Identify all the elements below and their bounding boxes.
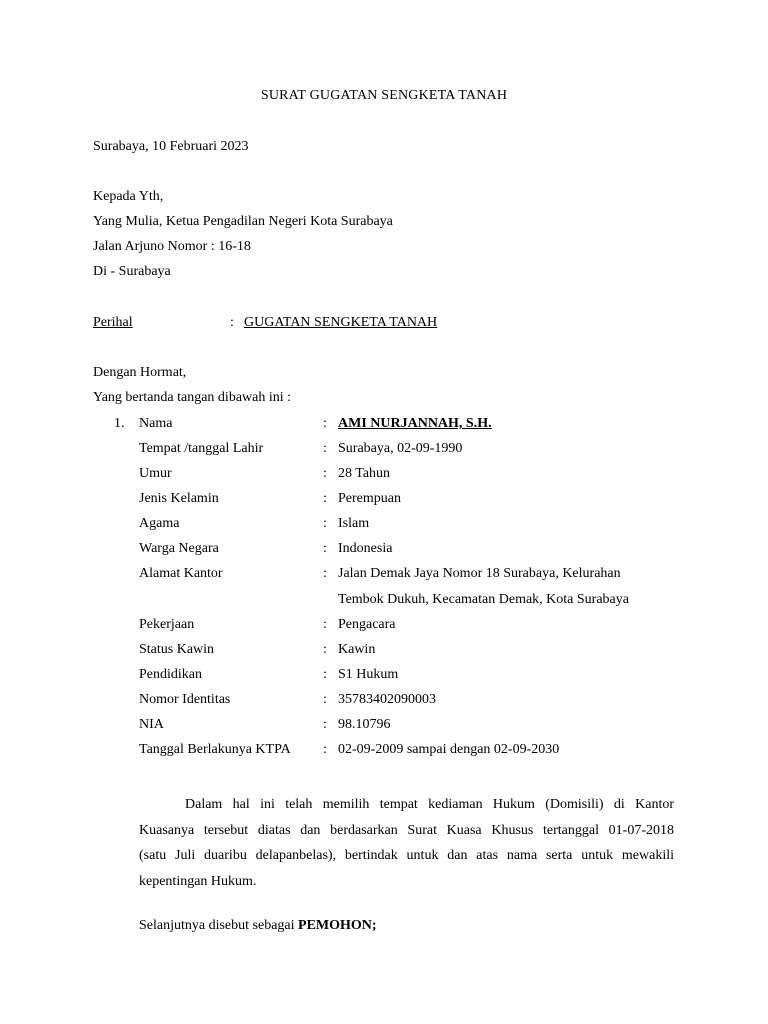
- closing-text: Selanjutnya disebut sebagai: [139, 918, 299, 933]
- field-value: Islam: [338, 516, 370, 531]
- field-colon: :: [323, 441, 327, 456]
- party-number: 1.: [114, 416, 125, 431]
- field-label: Tanggal Berlakunya KTPA: [139, 742, 291, 757]
- field-colon: :: [323, 416, 327, 431]
- field-label: Umur: [139, 466, 172, 481]
- field-label: Nomor Identitas: [139, 692, 231, 707]
- field-label: Nama: [139, 416, 173, 431]
- field-value: Jalan Demak Jaya Nomor 18 Surabaya, Kelurahan: [338, 566, 621, 581]
- field-colon: :: [323, 617, 327, 632]
- intro-text: Yang bertanda tangan dibawah ini :: [93, 390, 292, 405]
- closing-line: [139, 919, 377, 933]
- recipient-line-1: Kepada Yth,: [93, 189, 164, 204]
- field-value-name: AMI NURJANNAH, S.H.: [338, 416, 492, 431]
- field-value-continued: Tembok Dukuh, Kecamatan Demak, Kota Surabaya: [338, 592, 629, 607]
- field-colon: :: [323, 541, 327, 556]
- field-value: 02-09-2009 sampai dengan 02-09-2030: [338, 742, 560, 757]
- field-colon: :: [323, 466, 327, 481]
- field-label: Pendidikan: [139, 667, 202, 682]
- field-label: Alamat Kantor: [139, 566, 223, 581]
- recipient-line-2: Yang Mulia, Ketua Pengadilan Negeri Kota Surabaya: [93, 214, 393, 229]
- field-label: Jenis Kelamin: [139, 491, 219, 506]
- field-value: Surabaya, 02-09-1990: [338, 441, 463, 456]
- field-value: Kawin: [338, 642, 376, 657]
- field-colon: :: [323, 642, 327, 657]
- field-label: Status Kawin: [139, 642, 215, 657]
- field-value: 28 Tahun: [338, 466, 391, 481]
- paragraph-line: kepentingan Hukum.: [139, 873, 257, 889]
- field-colon: :: [323, 516, 327, 531]
- field-value: Pengacara: [338, 617, 396, 632]
- document-title: SURAT GUGATAN SENGKETA TANAH: [260, 88, 508, 103]
- field-value: Indonesia: [338, 541, 393, 556]
- subject-value: GUGATAN SENGKETA TANAH: [244, 315, 438, 330]
- field-value: 35783402090003: [338, 692, 436, 707]
- paragraph-line: (satu Juli duaribu delapanbelas), bertindak untuk dan atas nama serta untuk mewakili: [139, 848, 674, 863]
- subject-label: Perihal: [93, 315, 133, 330]
- field-colon: :: [323, 742, 327, 757]
- body-paragraph: [139, 792, 674, 894]
- field-colon: :: [323, 667, 327, 682]
- field-label: Pekerjaan: [139, 617, 195, 632]
- field-value: S1 Hukum: [338, 667, 399, 682]
- subject-colon: :: [230, 315, 234, 330]
- field-label: NIA: [139, 717, 164, 732]
- greeting: Dengan Hormat,: [93, 365, 187, 380]
- field-label: Agama: [139, 516, 180, 531]
- field-colon: :: [323, 692, 327, 707]
- closing-emphasis: PEMOHON;: [298, 918, 377, 933]
- recipient-line-4: Di - Surabaya: [93, 264, 171, 279]
- field-colon: :: [323, 717, 327, 732]
- field-value: 98.10796: [338, 717, 391, 732]
- field-value: Perempuan: [338, 491, 401, 506]
- field-label: Tempat /tanggal Lahir: [139, 441, 264, 456]
- field-label: Warga Negara: [139, 541, 219, 556]
- field-colon: :: [323, 491, 327, 506]
- field-colon: :: [323, 566, 327, 581]
- recipient-line-3: Jalan Arjuno Nomor : 16-18: [93, 239, 251, 254]
- paragraph-line: Dalam hal ini telah memilih tempat kediaman Hukum (Domisili) di Kantor: [185, 797, 674, 812]
- place-date: Surabaya, 10 Februari 2023: [93, 139, 249, 154]
- paragraph-line: Kuasanya tersebut diatas dan berdasarkan Surat Kuasa Khusus tertanggal 01-07-2018: [139, 822, 674, 838]
